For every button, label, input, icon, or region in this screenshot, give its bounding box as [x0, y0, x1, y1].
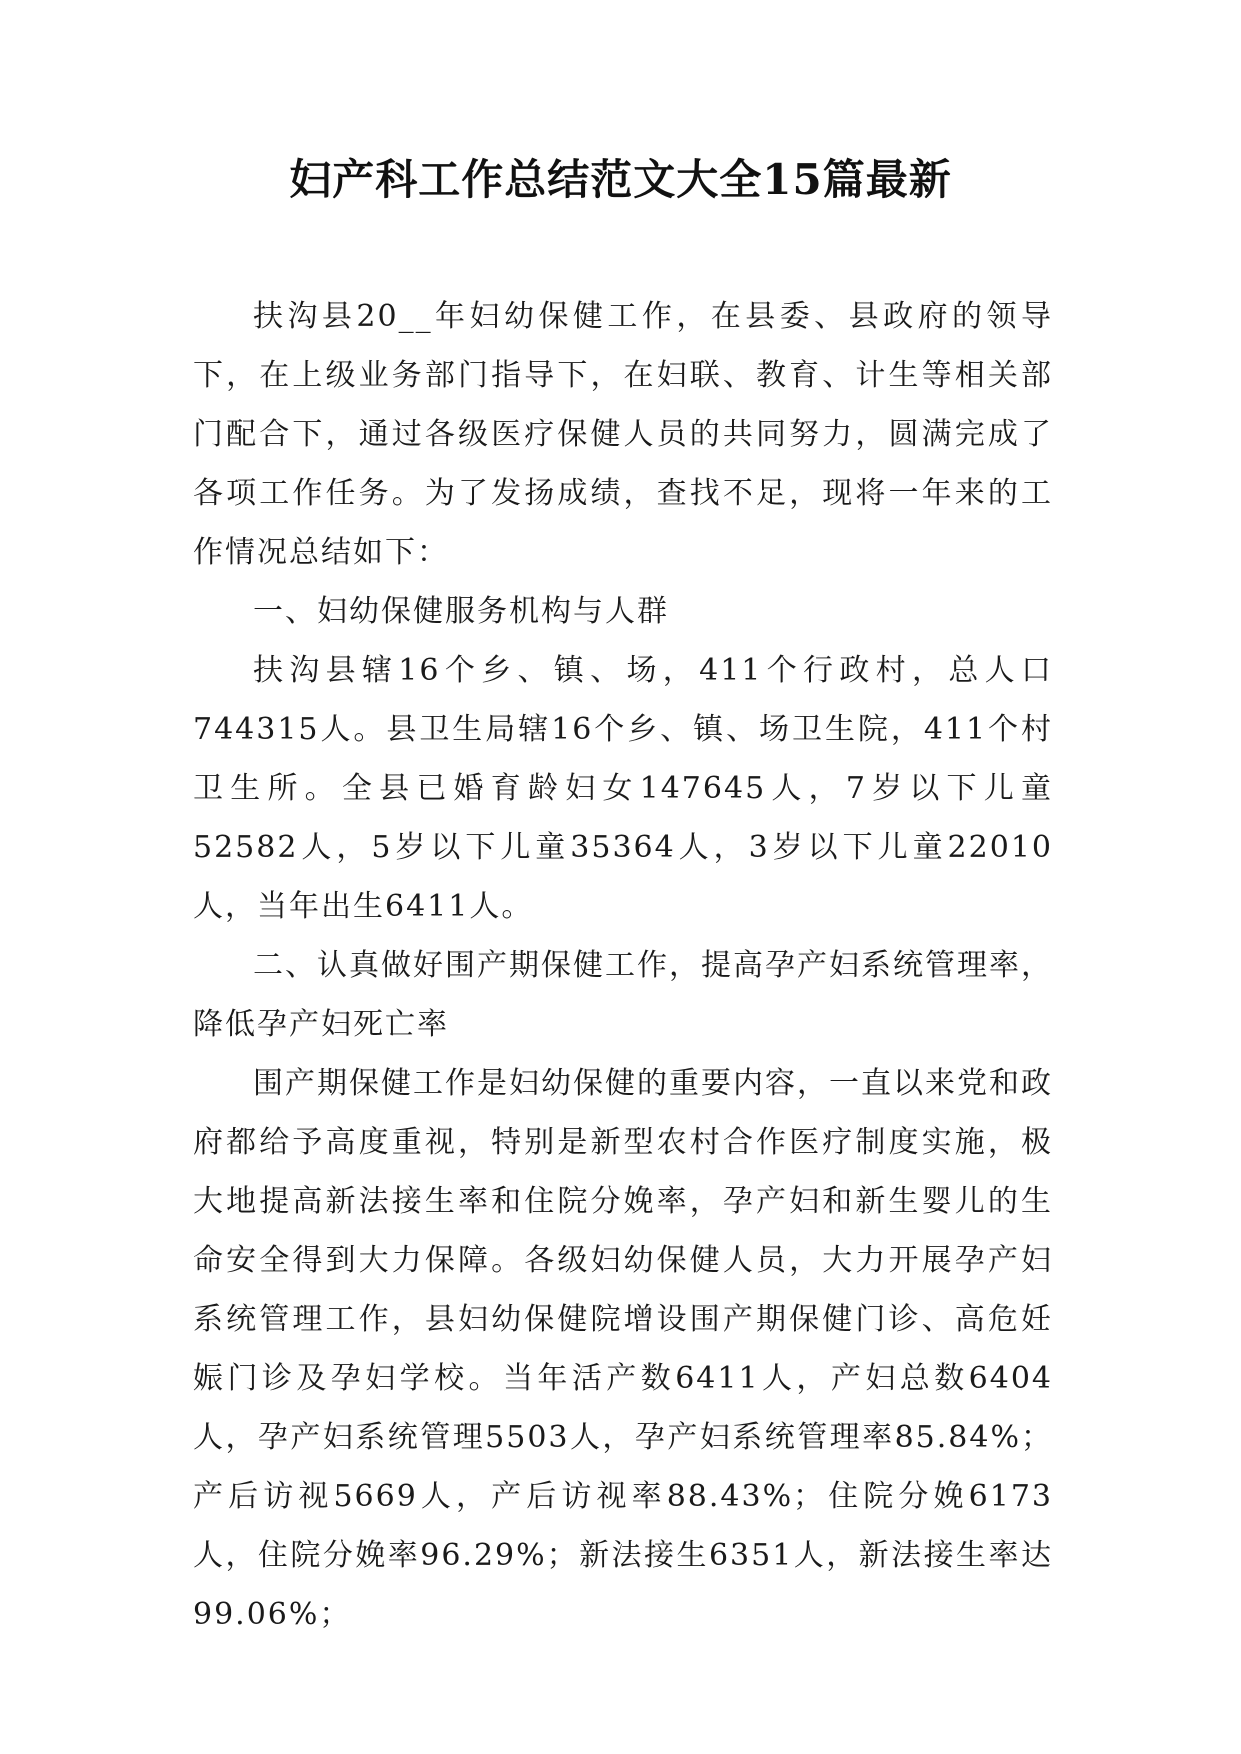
- document-body: [193, 287, 1053, 1644]
- paragraph-intro: 扶沟县20__年妇幼保健工作，在县委、县政府的领导下，在上级业务部门指导下，在妇联、教育、计生等相关部门配合下，通过各级医疗保健人员的共同努力，圆满完成了各项工作任务。为了发扬成绩，查找不足，现将一年来的工作情况总结如下：: [193, 299, 1053, 570]
- section-heading-2: 二、认真做好围产期保健工作，提高孕产妇系统管理率，降低孕产妇死亡率: [193, 948, 1053, 1042]
- paragraph-population: 扶沟县辖16个乡、镇、场，411个行政村，总人口744315人。县卫生局辖16个乡、镇、场卫生院，411个村卫生所。全县已婚育龄妇女147645人，7岁以下儿童52582人，5岁以下儿童35364人，3岁以下儿童22010人，当年出生6411人。: [193, 653, 1053, 924]
- paragraph-perinatal: 围产期保健工作是妇幼保健的重要内容，一直以来党和政府都给予高度重视，特别是新型农村合作医疗制度实施，极大地提高新法接生率和住院分娩率，孕产妇和新生婴儿的生命安全得到大力保障。各级妇幼保健人员，大力开展孕产妇系统管理工作，县妇幼保健院增设围产期保健门诊、高危妊娠门诊及孕妇学校。当年活产数6411人，产妇总数6404人，孕产妇系统管理5503人，孕产妇系统管理率85.84%；产后访视5669人，产后访视率88.43%；住院分娩6173人，住院分娩率96.29%；新法接生6351人，新法接生率达99.06%；: [193, 1066, 1053, 1632]
- section-heading-1: 一、妇幼保健服务机构与人群: [253, 594, 669, 629]
- document-title: 妇产科工作总结范文大全15篇最新: [289, 155, 952, 204]
